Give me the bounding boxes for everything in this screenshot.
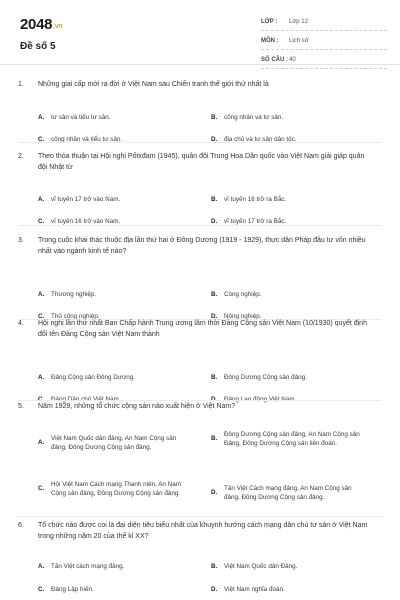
question-text: Năm 1929, những tổ chức cộng sản nào xuất hiện ở Việt Nam?: [38, 403, 236, 410]
option-letter: A.: [38, 439, 45, 447]
option-text: địa chủ và tư sản dân tộc.: [224, 135, 297, 143]
option-letter: C.: [38, 218, 45, 225]
option-d[interactable]: [211, 484, 361, 503]
option-text: Tân Việt cách mạng đảng.: [51, 563, 125, 570]
option-letter: D.: [211, 489, 218, 497]
question-stem: [18, 236, 382, 257]
option-b[interactable]: [211, 373, 371, 383]
option-text: công nhân và tư sản.: [224, 113, 284, 121]
question-stem: [18, 319, 382, 340]
option-b[interactable]: [211, 430, 361, 449]
option-letter: A.: [38, 113, 45, 121]
option-text: Công nghiệp.: [224, 291, 262, 298]
logo-suffix: .vn: [53, 23, 63, 30]
option-letter: D.: [211, 396, 218, 403]
exam-meta: [261, 14, 387, 71]
option-d[interactable]: [211, 585, 371, 595]
question-divider: [18, 400, 382, 401]
option-text: Hội Việt Nam Cách mạng Thanh niên, An Nam Cộng sản đảng, Đông Dương Cộng sản đảng.: [51, 480, 181, 497]
meta-row-subject: [261, 33, 387, 50]
option-text: tư sản và tiểu tư sản.: [51, 113, 111, 121]
option-a[interactable]: [38, 195, 198, 205]
question-divider: [18, 516, 382, 517]
option-a[interactable]: [38, 373, 198, 383]
question-number: 6.: [18, 522, 24, 529]
option-letter: A.: [38, 291, 45, 298]
question-divider: [18, 225, 382, 226]
site-logo[interactable]: [20, 16, 62, 33]
question-number: 2.: [18, 153, 24, 160]
question-text: Hội nghị lần thứ nhất Ban Chấp hành Trung ương lâm thời Đảng Cộng sản Việt Nam (10/1930) quyết định đổi tên Đảng Cộng sản Việt Nam thành: [38, 320, 367, 338]
option-a[interactable]: [38, 113, 198, 123]
option-letter: C.: [38, 586, 45, 593]
question-3: [18, 236, 382, 320]
meta-label: SỐ CÂU :: [261, 57, 288, 63]
option-c[interactable]: [38, 480, 188, 499]
meta-value: Lớp 12: [289, 19, 308, 25]
question-text: Tổ chức nào được coi là đại diện tiêu biểu nhất của khuynh hướng cách mạng dân chủ tư sản ở Việt Nam trong những năm 20 của thế kỉ XX?: [38, 522, 368, 540]
option-letter: B.: [211, 113, 218, 121]
question-stem: [18, 521, 382, 542]
option-text: Đông Dương Cộng sản đảng, An Nam Cộng sản Đảng, Đông Dương Cộng sản liên đoàn.: [224, 430, 360, 447]
option-a[interactable]: [38, 434, 188, 453]
option-letter: C.: [38, 135, 45, 143]
meta-row-class: [261, 14, 387, 31]
option-letter: D.: [211, 135, 218, 143]
option-letter: C.: [38, 485, 45, 493]
option-b[interactable]: [211, 195, 371, 205]
option-letter: D.: [211, 586, 218, 593]
question-stem: [18, 152, 382, 173]
question-6: [18, 521, 382, 593]
option-text: Thủ công nghiệp.: [51, 313, 100, 320]
option-letter: D.: [211, 218, 218, 225]
question-text: Theo thỏa thuận tại Hội nghị Pốtxđam (1945), quân đội Trung Hoa Dân quốc vào Việt Nam giải giáp quân đội Nhật từ: [38, 153, 365, 171]
question-stem: [18, 402, 382, 413]
option-text: Đảng Cộng sản Đông Dương.: [51, 374, 135, 381]
meta-label: MÔN :: [261, 38, 279, 44]
option-text: vĩ tuyến 17 trở ra Bắc.: [224, 218, 287, 225]
header-divider: [0, 64, 400, 65]
option-text: Tân Việt Cách mạng đảng, An Nam Cộng sản đảng, Đông Dương Cộng sản đảng.: [224, 484, 352, 501]
option-letter: B.: [211, 563, 218, 570]
option-letter: B.: [211, 196, 218, 203]
meta-row-count: [261, 52, 387, 69]
option-text: vĩ tuyến 16 trở ra Bắc.: [224, 196, 287, 203]
question-1: [18, 80, 382, 143]
option-letter: A.: [38, 196, 45, 203]
option-letter: B.: [211, 435, 218, 443]
option-letter: D.: [211, 313, 218, 320]
logo-text: 2048: [20, 16, 53, 33]
option-b[interactable]: [211, 290, 371, 300]
meta-value: 40: [289, 57, 296, 63]
option-a[interactable]: [38, 562, 198, 572]
question-divider: [18, 142, 382, 143]
question-number: 5.: [18, 403, 24, 410]
option-letter: C.: [38, 313, 45, 320]
option-text: Đảng Lập hiến.: [51, 586, 94, 593]
question-number: 4.: [18, 320, 24, 327]
option-text: Việt Nam Quốc dân đảng, An Nam Cộng sản đảng, Đông Dương Cộng sản đảng.: [51, 434, 177, 451]
question-text: Những giai cấp mới ra đời ở Việt Nam sau Chiến tranh thế giới thứ nhất là: [38, 81, 269, 88]
option-letter: B.: [211, 291, 218, 298]
option-a[interactable]: [38, 290, 198, 300]
meta-label: LỚP :: [261, 19, 278, 25]
option-text: Nông nghiệp.: [224, 313, 262, 320]
question-4: [18, 319, 382, 403]
question-2: [18, 152, 382, 225]
option-letter: A.: [38, 374, 45, 381]
option-text: vĩ tuyến 16 trở vào Nam.: [51, 218, 121, 225]
option-text: Đảng Lao động Việt Nam.: [224, 396, 297, 403]
option-text: Thương nghiệp.: [51, 291, 97, 298]
question-5: [18, 402, 382, 501]
option-text: Đảng Dân chủ Việt Nam.: [51, 396, 121, 403]
question-text: Trong cuộc khai thác thuộc địa lần thứ hai ở Đông Dương (1919 - 1929), thực dân Pháp đầu tư vốn nhiều nhất vào ngành kinh tế nào?: [38, 237, 366, 255]
option-text: công nhân và tiểu tư sản.: [51, 135, 123, 143]
option-letter: A.: [38, 563, 45, 570]
question-number: 1.: [18, 81, 24, 88]
question-number: 3.: [18, 237, 24, 244]
question-stem: [18, 80, 382, 91]
option-b[interactable]: [211, 113, 371, 123]
option-letter: B.: [211, 374, 218, 381]
option-b[interactable]: [211, 562, 371, 572]
option-text: Đông Dương Cộng sản đảng.: [224, 374, 307, 381]
exam-title: Đề số 5: [20, 41, 56, 52]
meta-value: Lịch sử: [289, 38, 309, 44]
option-text: vĩ tuyến 17 trở vào Nam.: [51, 196, 121, 203]
option-text: Việt Nam Quốc dân Đảng.: [224, 563, 298, 570]
option-text: Việt Nam nghĩa đoàn.: [224, 586, 285, 593]
option-c[interactable]: [38, 585, 198, 595]
option-letter: C.: [38, 396, 45, 403]
